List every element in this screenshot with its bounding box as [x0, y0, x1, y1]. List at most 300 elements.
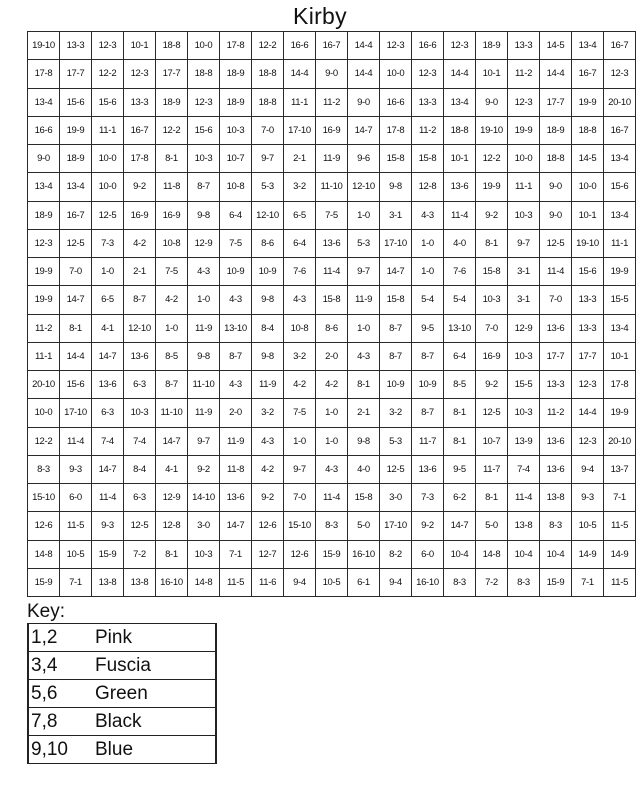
grid-cell[interactable]: 16-7 [124, 116, 156, 144]
grid-cell[interactable]: 4-0 [348, 455, 380, 483]
grid-cell[interactable]: 1-0 [348, 201, 380, 229]
grid-cell[interactable]: 18-9 [220, 60, 252, 88]
grid-cell[interactable]: 5-0 [348, 512, 380, 540]
grid-cell[interactable]: 12-2 [476, 145, 508, 173]
grid-cell[interactable]: 7-3 [412, 484, 444, 512]
grid-cell[interactable]: 14-10 [188, 484, 220, 512]
grid-cell[interactable]: 19-9 [604, 258, 636, 286]
grid-cell[interactable]: 6-4 [284, 229, 316, 257]
grid-cell[interactable]: 12-5 [476, 399, 508, 427]
grid-cell[interactable]: 14-5 [572, 145, 604, 173]
grid-cell[interactable]: 17-7 [60, 60, 92, 88]
grid-cell[interactable]: 4-3 [284, 286, 316, 314]
grid-cell[interactable]: 5-3 [348, 229, 380, 257]
grid-cell[interactable]: 12-3 [572, 371, 604, 399]
grid-cell[interactable]: 19-9 [604, 399, 636, 427]
grid-cell[interactable]: 12-6 [284, 540, 316, 568]
grid-cell[interactable]: 4-3 [252, 427, 284, 455]
grid-cell[interactable]: 7-1 [220, 540, 252, 568]
grid-cell[interactable]: 3-1 [380, 201, 412, 229]
grid-cell[interactable]: 5-0 [476, 512, 508, 540]
grid-cell[interactable]: 8-1 [476, 484, 508, 512]
grid-cell[interactable]: 1-0 [92, 258, 124, 286]
grid-cell[interactable]: 11-9 [188, 399, 220, 427]
grid-cell[interactable]: 16-10 [412, 568, 444, 596]
grid-cell[interactable]: 9-7 [188, 427, 220, 455]
grid-cell[interactable]: 12-3 [412, 60, 444, 88]
grid-cell[interactable]: 11-10 [316, 173, 348, 201]
grid-cell[interactable]: 8-7 [412, 342, 444, 370]
grid-cell[interactable]: 15-10 [284, 512, 316, 540]
grid-cell[interactable]: 12-8 [156, 512, 188, 540]
grid-cell[interactable]: 11-2 [508, 60, 540, 88]
grid-cell[interactable]: 7-5 [220, 229, 252, 257]
grid-cell[interactable]: 3-2 [252, 399, 284, 427]
grid-cell[interactable]: 16-7 [604, 32, 636, 60]
grid-cell[interactable]: 12-5 [124, 512, 156, 540]
grid-cell[interactable]: 10-9 [252, 258, 284, 286]
grid-cell[interactable]: 11-9 [220, 427, 252, 455]
grid-cell[interactable]: 12-5 [60, 229, 92, 257]
grid-cell[interactable]: 2-1 [284, 145, 316, 173]
grid-cell[interactable]: 8-6 [316, 314, 348, 342]
grid-cell[interactable]: 14-7 [220, 512, 252, 540]
grid-cell[interactable]: 19-9 [60, 116, 92, 144]
grid-cell[interactable]: 8-1 [348, 371, 380, 399]
grid-cell[interactable]: 12-3 [188, 88, 220, 116]
grid-cell[interactable]: 16-9 [124, 201, 156, 229]
grid-cell[interactable]: 13-4 [604, 314, 636, 342]
grid-cell[interactable]: 6-2 [444, 484, 476, 512]
grid-cell[interactable]: 18-9 [156, 88, 188, 116]
grid-cell[interactable]: 6-5 [284, 201, 316, 229]
grid-cell[interactable]: 15-8 [316, 286, 348, 314]
grid-cell[interactable]: 10-3 [220, 116, 252, 144]
grid-cell[interactable]: 15-6 [572, 258, 604, 286]
grid-cell[interactable]: 12-3 [508, 88, 540, 116]
grid-cell[interactable]: 15-9 [316, 540, 348, 568]
grid-cell[interactable]: 10-0 [508, 145, 540, 173]
grid-cell[interactable]: 16-9 [316, 116, 348, 144]
grid-cell[interactable]: 4-3 [316, 455, 348, 483]
grid-cell[interactable]: 11-6 [252, 568, 284, 596]
grid-cell[interactable]: 17-10 [60, 399, 92, 427]
grid-cell[interactable]: 8-3 [316, 512, 348, 540]
grid-cell[interactable]: 10-9 [412, 371, 444, 399]
grid-cell[interactable]: 17-7 [572, 342, 604, 370]
grid-cell[interactable]: 15-6 [188, 116, 220, 144]
grid-cell[interactable]: 9-2 [476, 371, 508, 399]
grid-cell[interactable]: 11-7 [476, 455, 508, 483]
grid-cell[interactable]: 13-10 [444, 314, 476, 342]
grid-cell[interactable]: 14-4 [348, 60, 380, 88]
grid-cell[interactable]: 1-0 [316, 427, 348, 455]
grid-cell[interactable]: 9-0 [316, 60, 348, 88]
grid-cell[interactable]: 7-0 [540, 286, 572, 314]
grid-cell[interactable]: 9-4 [284, 568, 316, 596]
grid-cell[interactable]: 6-4 [220, 201, 252, 229]
grid-cell[interactable]: 10-4 [508, 540, 540, 568]
grid-cell[interactable]: 10-0 [572, 173, 604, 201]
grid-cell[interactable]: 14-4 [540, 60, 572, 88]
grid-cell[interactable]: 11-2 [28, 314, 60, 342]
grid-cell[interactable]: 12-3 [124, 60, 156, 88]
grid-cell[interactable]: 11-4 [316, 484, 348, 512]
grid-cell[interactable]: 9-5 [444, 455, 476, 483]
grid-cell[interactable]: 13-8 [508, 512, 540, 540]
grid-cell[interactable]: 5-4 [412, 286, 444, 314]
grid-cell[interactable]: 7-1 [60, 568, 92, 596]
grid-cell[interactable]: 9-3 [572, 484, 604, 512]
grid-cell[interactable]: 12-5 [92, 201, 124, 229]
grid-cell[interactable]: 13-3 [540, 371, 572, 399]
grid-cell[interactable]: 12-10 [252, 201, 284, 229]
grid-cell[interactable]: 12-6 [252, 512, 284, 540]
grid-cell[interactable]: 12-2 [156, 116, 188, 144]
grid-cell[interactable]: 17-8 [124, 145, 156, 173]
grid-cell[interactable]: 10-3 [188, 145, 220, 173]
grid-cell[interactable]: 14-7 [60, 286, 92, 314]
grid-cell[interactable]: 7-0 [60, 258, 92, 286]
grid-cell[interactable]: 6-1 [348, 568, 380, 596]
grid-cell[interactable]: 8-6 [252, 229, 284, 257]
grid-cell[interactable]: 7-5 [284, 399, 316, 427]
grid-cell[interactable]: 7-1 [604, 484, 636, 512]
grid-cell[interactable]: 13-7 [604, 455, 636, 483]
grid-cell[interactable]: 13-4 [604, 145, 636, 173]
grid-cell[interactable]: 9-7 [508, 229, 540, 257]
grid-cell[interactable]: 8-7 [156, 371, 188, 399]
grid-cell[interactable]: 17-10 [284, 116, 316, 144]
grid-cell[interactable]: 14-9 [572, 540, 604, 568]
grid-cell[interactable]: 13-6 [124, 342, 156, 370]
grid-cell[interactable]: 17-7 [540, 88, 572, 116]
grid-cell[interactable]: 20-10 [604, 427, 636, 455]
grid-cell[interactable]: 8-7 [188, 173, 220, 201]
grid-cell[interactable]: 9-0 [476, 88, 508, 116]
grid-cell[interactable]: 10-4 [444, 540, 476, 568]
grid-cell[interactable]: 13-4 [572, 32, 604, 60]
grid-cell[interactable]: 7-4 [92, 427, 124, 455]
grid-cell[interactable]: 12-3 [92, 32, 124, 60]
grid-cell[interactable]: 16-6 [412, 32, 444, 60]
grid-cell[interactable]: 15-5 [604, 286, 636, 314]
grid-cell[interactable]: 15-6 [92, 88, 124, 116]
grid-cell[interactable]: 1-0 [412, 229, 444, 257]
grid-cell[interactable]: 7-1 [572, 568, 604, 596]
grid-cell[interactable]: 8-1 [156, 540, 188, 568]
grid-cell[interactable]: 17-10 [380, 229, 412, 257]
grid-cell[interactable]: 18-8 [188, 60, 220, 88]
grid-cell[interactable]: 14-9 [604, 540, 636, 568]
grid-cell[interactable]: 10-5 [60, 540, 92, 568]
grid-cell[interactable]: 8-7 [380, 342, 412, 370]
grid-cell[interactable]: 13-4 [28, 173, 60, 201]
grid-cell[interactable]: 19-9 [508, 116, 540, 144]
grid-cell[interactable]: 13-8 [124, 568, 156, 596]
grid-cell[interactable]: 14-7 [156, 427, 188, 455]
grid-cell[interactable]: 10-9 [220, 258, 252, 286]
grid-cell[interactable]: 10-1 [476, 60, 508, 88]
grid-cell[interactable]: 14-8 [476, 540, 508, 568]
grid-cell[interactable]: 9-5 [412, 314, 444, 342]
grid-cell[interactable]: 16-7 [60, 201, 92, 229]
grid-cell[interactable]: 10-5 [316, 568, 348, 596]
grid-cell[interactable]: 10-0 [92, 173, 124, 201]
grid-cell[interactable]: 9-2 [124, 173, 156, 201]
grid-cell[interactable]: 14-7 [92, 455, 124, 483]
grid-cell[interactable]: 7-3 [92, 229, 124, 257]
grid-cell[interactable]: 13-4 [604, 201, 636, 229]
grid-cell[interactable]: 13-6 [220, 484, 252, 512]
grid-cell[interactable]: 13-6 [444, 173, 476, 201]
grid-cell[interactable]: 2-0 [316, 342, 348, 370]
grid-cell[interactable]: 8-3 [444, 568, 476, 596]
grid-cell[interactable]: 9-7 [284, 455, 316, 483]
grid-cell[interactable]: 8-4 [124, 455, 156, 483]
grid-cell[interactable]: 4-3 [220, 286, 252, 314]
grid-cell[interactable]: 11-10 [188, 371, 220, 399]
grid-cell[interactable]: 11-5 [60, 512, 92, 540]
grid-cell[interactable]: 13-6 [316, 229, 348, 257]
grid-cell[interactable]: 2-0 [220, 399, 252, 427]
grid-cell[interactable]: 15-9 [28, 568, 60, 596]
grid-cell[interactable]: 11-9 [252, 371, 284, 399]
grid-cell[interactable]: 13-3 [572, 314, 604, 342]
grid-cell[interactable]: 11-1 [604, 229, 636, 257]
grid-cell[interactable]: 9-4 [380, 568, 412, 596]
grid-cell[interactable]: 13-10 [220, 314, 252, 342]
grid-cell[interactable]: 8-5 [444, 371, 476, 399]
grid-cell[interactable]: 12-3 [444, 32, 476, 60]
grid-cell[interactable]: 13-8 [540, 484, 572, 512]
grid-cell[interactable]: 20-10 [604, 88, 636, 116]
grid-cell[interactable]: 6-4 [444, 342, 476, 370]
grid-cell[interactable]: 14-5 [540, 32, 572, 60]
grid-cell[interactable]: 17-8 [220, 32, 252, 60]
grid-cell[interactable]: 13-4 [60, 173, 92, 201]
grid-cell[interactable]: 15-5 [508, 371, 540, 399]
grid-cell[interactable]: 17-7 [540, 342, 572, 370]
grid-cell[interactable]: 15-8 [380, 286, 412, 314]
grid-cell[interactable]: 14-7 [92, 342, 124, 370]
grid-cell[interactable]: 13-8 [92, 568, 124, 596]
grid-cell[interactable]: 12-9 [156, 484, 188, 512]
grid-cell[interactable]: 19-10 [572, 229, 604, 257]
grid-cell[interactable]: 7-2 [476, 568, 508, 596]
grid-cell[interactable]: 9-4 [572, 455, 604, 483]
grid-cell[interactable]: 15-6 [60, 88, 92, 116]
grid-cell[interactable]: 12-7 [252, 540, 284, 568]
grid-cell[interactable]: 8-7 [124, 286, 156, 314]
grid-cell[interactable]: 4-2 [284, 371, 316, 399]
grid-cell[interactable]: 8-7 [412, 399, 444, 427]
grid-cell[interactable]: 12-5 [380, 455, 412, 483]
grid-cell[interactable]: 8-7 [220, 342, 252, 370]
grid-cell[interactable]: 19-9 [28, 258, 60, 286]
grid-cell[interactable]: 19-9 [28, 286, 60, 314]
grid-cell[interactable]: 5-4 [444, 286, 476, 314]
grid-cell[interactable]: 11-4 [92, 484, 124, 512]
grid-cell[interactable]: 17-8 [28, 60, 60, 88]
grid-cell[interactable]: 10-3 [508, 342, 540, 370]
grid-cell[interactable]: 8-5 [156, 342, 188, 370]
grid-cell[interactable]: 14-7 [348, 116, 380, 144]
grid-cell[interactable]: 8-3 [508, 568, 540, 596]
grid-cell[interactable]: 8-3 [540, 512, 572, 540]
grid-cell[interactable]: 11-1 [28, 342, 60, 370]
grid-cell[interactable]: 19-9 [476, 173, 508, 201]
grid-cell[interactable]: 13-4 [28, 88, 60, 116]
grid-cell[interactable]: 12-2 [252, 32, 284, 60]
grid-cell[interactable]: 18-9 [28, 201, 60, 229]
grid-cell[interactable]: 12-3 [572, 427, 604, 455]
grid-cell[interactable]: 14-8 [188, 568, 220, 596]
grid-cell[interactable]: 8-1 [156, 145, 188, 173]
grid-cell[interactable]: 4-1 [92, 314, 124, 342]
grid-cell[interactable]: 11-4 [60, 427, 92, 455]
grid-cell[interactable]: 9-0 [348, 88, 380, 116]
grid-cell[interactable]: 18-8 [572, 116, 604, 144]
grid-cell[interactable]: 18-9 [220, 88, 252, 116]
grid-cell[interactable]: 6-0 [60, 484, 92, 512]
grid-cell[interactable]: 14-7 [444, 512, 476, 540]
grid-cell[interactable]: 10-7 [476, 427, 508, 455]
grid-cell[interactable]: 4-0 [444, 229, 476, 257]
grid-cell[interactable]: 11-4 [316, 258, 348, 286]
grid-cell[interactable]: 2-1 [348, 399, 380, 427]
grid-cell[interactable]: 7-2 [124, 540, 156, 568]
grid-cell[interactable]: 9-8 [252, 342, 284, 370]
grid-cell[interactable]: 4-3 [188, 258, 220, 286]
grid-cell[interactable]: 9-6 [348, 145, 380, 173]
grid-cell[interactable]: 16-7 [316, 32, 348, 60]
grid-cell[interactable]: 16-6 [28, 116, 60, 144]
grid-cell[interactable]: 11-1 [508, 173, 540, 201]
grid-cell[interactable]: 7-4 [124, 427, 156, 455]
grid-cell[interactable]: 17-7 [156, 60, 188, 88]
grid-cell[interactable]: 11-9 [316, 145, 348, 173]
grid-cell[interactable]: 11-4 [540, 258, 572, 286]
grid-cell[interactable]: 3-2 [380, 399, 412, 427]
grid-cell[interactable]: 9-8 [188, 201, 220, 229]
grid-cell[interactable]: 3-0 [188, 512, 220, 540]
grid-cell[interactable]: 15-6 [604, 173, 636, 201]
grid-cell[interactable]: 15-10 [28, 484, 60, 512]
grid-cell[interactable]: 12-10 [124, 314, 156, 342]
grid-cell[interactable]: 10-9 [380, 371, 412, 399]
grid-cell[interactable]: 19-9 [572, 88, 604, 116]
grid-cell[interactable]: 9-8 [348, 427, 380, 455]
grid-cell[interactable]: 12-8 [412, 173, 444, 201]
grid-cell[interactable]: 7-6 [444, 258, 476, 286]
grid-cell[interactable]: 16-9 [156, 201, 188, 229]
grid-cell[interactable]: 13-6 [540, 427, 572, 455]
grid-cell[interactable]: 9-3 [60, 455, 92, 483]
grid-cell[interactable]: 14-4 [348, 32, 380, 60]
grid-cell[interactable]: 4-2 [124, 229, 156, 257]
grid-cell[interactable]: 16-7 [572, 60, 604, 88]
grid-cell[interactable]: 12-3 [380, 32, 412, 60]
grid-cell[interactable]: 19-10 [28, 32, 60, 60]
grid-cell[interactable]: 12-5 [540, 229, 572, 257]
grid-cell[interactable]: 18-9 [476, 32, 508, 60]
grid-cell[interactable]: 3-0 [380, 484, 412, 512]
grid-cell[interactable]: 12-3 [604, 60, 636, 88]
grid-cell[interactable]: 16-10 [156, 568, 188, 596]
grid-cell[interactable]: 1-0 [412, 258, 444, 286]
grid-cell[interactable]: 1-0 [156, 314, 188, 342]
grid-cell[interactable]: 12-2 [28, 427, 60, 455]
grid-cell[interactable]: 10-3 [508, 399, 540, 427]
grid-cell[interactable]: 4-3 [348, 342, 380, 370]
grid-cell[interactable]: 9-2 [412, 512, 444, 540]
grid-cell[interactable]: 13-4 [444, 88, 476, 116]
grid-cell[interactable]: 16-9 [476, 342, 508, 370]
grid-cell[interactable]: 4-2 [316, 371, 348, 399]
grid-cell[interactable]: 11-8 [156, 173, 188, 201]
grid-cell[interactable]: 7-5 [156, 258, 188, 286]
grid-cell[interactable]: 6-3 [124, 371, 156, 399]
grid-cell[interactable]: 18-8 [252, 60, 284, 88]
grid-cell[interactable]: 10-1 [604, 342, 636, 370]
grid-cell[interactable]: 11-2 [412, 116, 444, 144]
grid-cell[interactable]: 13-3 [508, 32, 540, 60]
grid-cell[interactable]: 10-1 [124, 32, 156, 60]
grid-cell[interactable]: 7-0 [252, 116, 284, 144]
grid-cell[interactable]: 11-7 [412, 427, 444, 455]
grid-cell[interactable]: 3-1 [508, 286, 540, 314]
grid-cell[interactable]: 12-9 [508, 314, 540, 342]
grid-cell[interactable]: 10-8 [220, 173, 252, 201]
grid-cell[interactable]: 5-3 [252, 173, 284, 201]
grid-cell[interactable]: 11-2 [540, 399, 572, 427]
grid-cell[interactable]: 6-3 [124, 484, 156, 512]
grid-cell[interactable]: 11-8 [220, 455, 252, 483]
grid-cell[interactable]: 18-9 [60, 145, 92, 173]
grid-cell[interactable]: 6-3 [92, 399, 124, 427]
grid-cell[interactable]: 10-0 [28, 399, 60, 427]
grid-cell[interactable]: 10-5 [572, 512, 604, 540]
grid-cell[interactable]: 9-8 [188, 342, 220, 370]
grid-cell[interactable]: 9-2 [476, 201, 508, 229]
grid-cell[interactable]: 1-0 [316, 399, 348, 427]
grid-cell[interactable]: 13-6 [540, 455, 572, 483]
grid-cell[interactable]: 3-2 [284, 173, 316, 201]
grid-cell[interactable]: 4-2 [252, 455, 284, 483]
grid-cell[interactable]: 15-9 [540, 568, 572, 596]
grid-cell[interactable]: 11-1 [92, 116, 124, 144]
grid-cell[interactable]: 10-3 [476, 286, 508, 314]
grid-cell[interactable]: 12-9 [188, 229, 220, 257]
grid-cell[interactable]: 9-7 [348, 258, 380, 286]
grid-cell[interactable]: 4-1 [156, 455, 188, 483]
grid-cell[interactable]: 15-8 [412, 145, 444, 173]
grid-cell[interactable]: 13-6 [92, 371, 124, 399]
grid-cell[interactable]: 7-0 [476, 314, 508, 342]
grid-cell[interactable]: 18-8 [252, 88, 284, 116]
grid-cell[interactable]: 10-3 [508, 201, 540, 229]
grid-cell[interactable]: 5-3 [380, 427, 412, 455]
grid-cell[interactable]: 9-8 [380, 173, 412, 201]
grid-cell[interactable]: 4-2 [156, 286, 188, 314]
grid-cell[interactable]: 13-6 [540, 314, 572, 342]
grid-cell[interactable]: 17-8 [380, 116, 412, 144]
grid-cell[interactable]: 10-1 [444, 145, 476, 173]
grid-cell[interactable]: 13-3 [412, 88, 444, 116]
grid-cell[interactable]: 13-3 [572, 286, 604, 314]
grid-cell[interactable]: 10-7 [220, 145, 252, 173]
